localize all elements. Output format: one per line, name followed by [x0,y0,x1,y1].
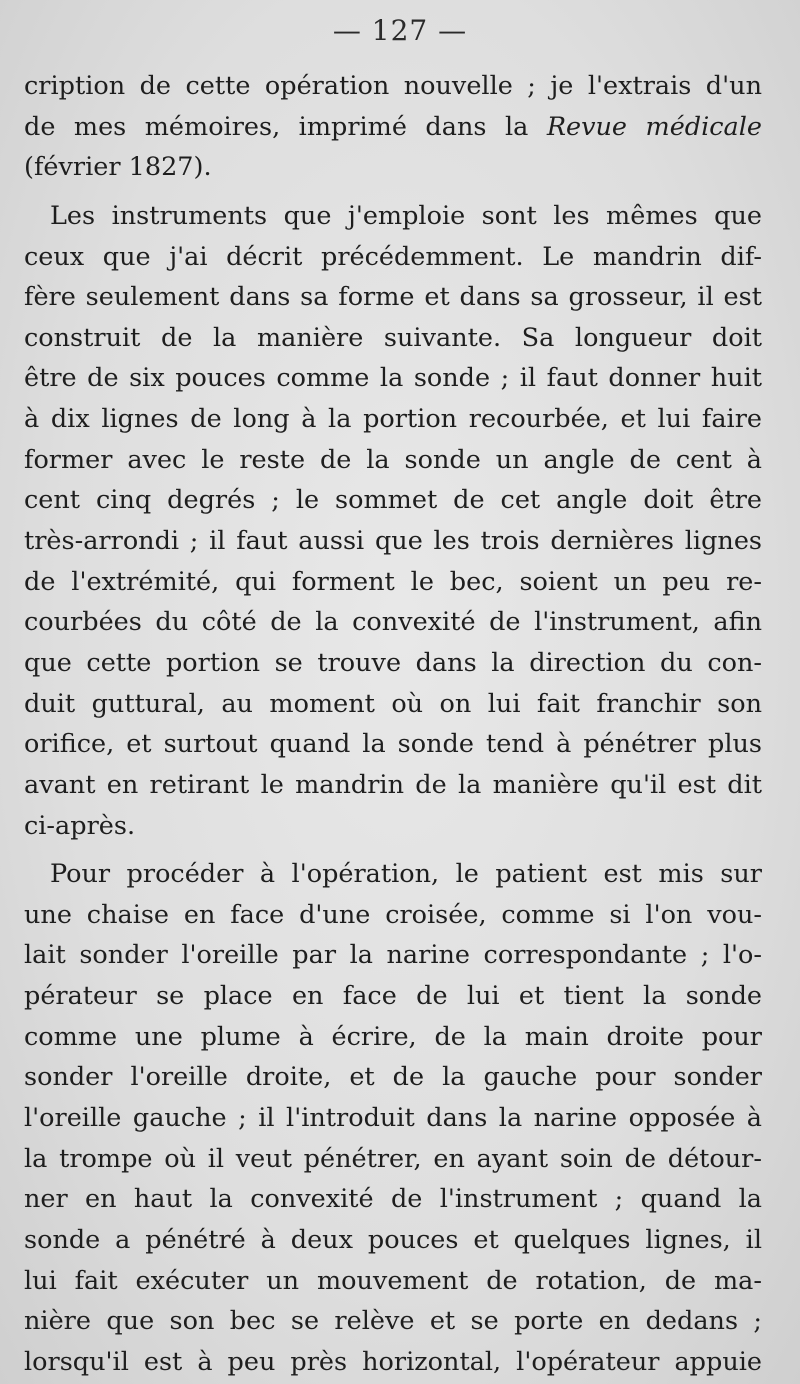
text-line: lait sonder l'oreille par la narine correspondante ; l'o- [24,940,762,971]
text-line: que cette portion se trouve dans la direction du con- [24,647,762,678]
paragraph-instruments [24,196,762,846]
text-line: nière que son bec se relève et se porte en dedans ; [24,1306,762,1337]
text-line: duit guttural, au moment où on lui fait franchir son [24,688,762,719]
text-line: Les instruments que j'emploie sont les mêmes que [50,200,762,231]
page-body [24,66,762,1383]
text-line: la trompe où il veut pénétrer, en ayant soin de détour- [24,1143,762,1174]
text-line: être de six pouces comme la sonde ; il faut donner huit [24,363,762,394]
text-line: fère seulement dans sa forme et dans sa grosseur, il est [24,282,762,313]
journal-title: Revue médicale [546,111,762,142]
text-line: ner en haut la convexité de l'instrument ; quand la [24,1184,762,1215]
text-line: avant en retirant le mandrin de la manière qu'il est dit [24,769,762,800]
text-line: courbées du côté de la convexité de l'instrument, afin [24,607,762,638]
page-number: — 127 — [332,14,468,47]
text-line: l'oreille gauche ; il l'introduit dans la narine opposée à [24,1103,762,1134]
text-line: comme une plume à écrire, de la main droite pour [24,1021,762,1052]
text-line: sonder l'oreille droite, et de la gauche pour sonder [24,1062,762,1093]
text-line: de l'extrémité, qui forment le bec, soient un peu re- [24,566,762,597]
text-line: une chaise en face d'une croisée, comme si l'on vou- [24,899,762,930]
text-line: lorsqu'il est à peu près horizontal, l'opérateur appuie [24,1346,762,1377]
text-line: cription de cette opération nouvelle ; je l'extrais d'un [24,71,762,101]
text-line: sonde a pénétré à deux pouces et quelques lignes, il [24,1224,762,1255]
text-line: orifice, et surtout quand la sonde tend à pénétrer plus [24,729,762,760]
paragraph-continuation [24,66,762,188]
text-line: former avec le reste de la sonde un angle de cent à [24,444,762,475]
text-line: construit de la manière suivante. Sa longueur doit [24,322,762,353]
text-line: ci-après. [24,810,136,841]
text-line: cent cinq degrés ; le sommet de cet angle doit être [24,485,762,516]
text-line: à dix lignes de long à la portion recourbée, et lui faire [24,404,762,435]
text-line: lui fait exécuter un mouvement de rotation, de ma- [24,1265,762,1296]
text-line: (février 1827). [24,152,212,183]
paragraph-procedure [24,854,762,1382]
text-line: très-arrondi ; il faut aussi que les trois dernières lignes [24,526,762,557]
text-line: pérateur se place en face de lui et tient la sonde [24,981,762,1012]
text-line: Pour procéder à l'opération, le patient est mis sur [50,859,762,890]
text-line: de mes mémoires, imprimé dans la Revue médicale [24,111,762,142]
text-line: ceux que j'ai décrit précédemment. Le mandrin dif- [24,241,762,272]
